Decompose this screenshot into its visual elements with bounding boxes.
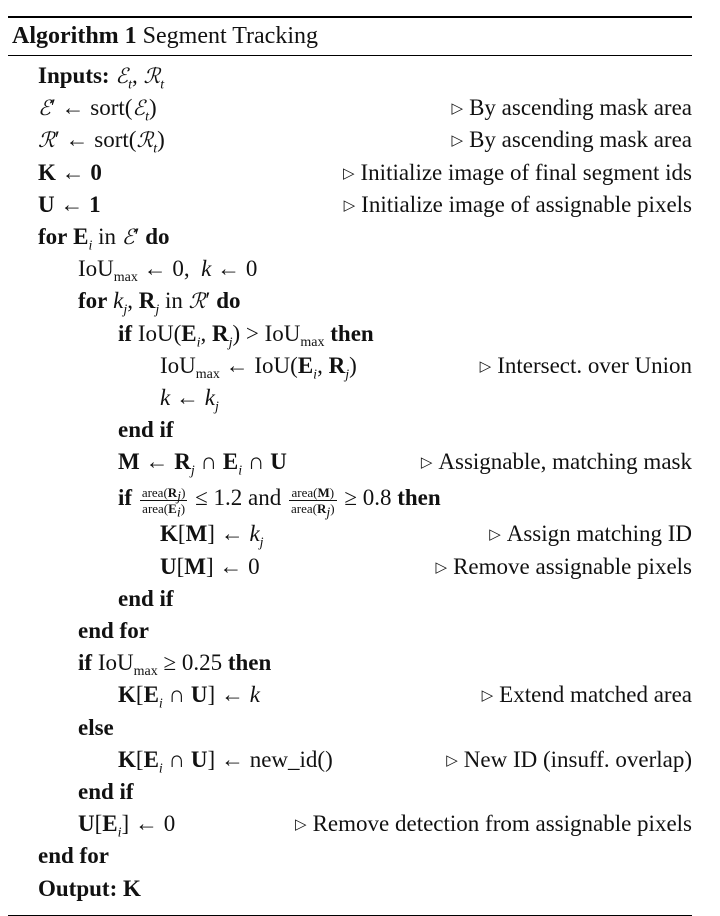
line-mask: M ← $R_j$ ∩ $E_i$ ∩ U ▷ Assignable, matching mask: [8, 446, 692, 478]
output-keyword: Output:: [38, 875, 118, 901]
output-value: K: [123, 875, 141, 901]
comment-triangle-icon: ▷: [435, 559, 448, 576]
line-new-id: $K[E_i$ ∩ U] ← new_id() ▷ New ID (insuff. overlap): [8, 744, 692, 776]
line-end-for-inner: end for: [78, 618, 149, 643]
line-if-threshold: if IoU$_{max}$ ≥ 0.25 then: [78, 650, 272, 680]
comment: ▷ Intersect. over Union: [480, 350, 692, 383]
area-fraction: $\frac{area(R_j)}{area(E_i)}$: [141, 484, 186, 521]
comment: ▷ Remove assignable pixels: [436, 551, 692, 584]
line-remove-detection: $U[E_i]$ ← 0 ▷ Remove detection from assignable pixels: [8, 808, 692, 840]
line-end-if-2: end if: [118, 585, 174, 611]
comment: ▷ By ascending mask area: [452, 124, 692, 157]
line-assign-k: K[M] ← $k_j$ ▷ Assign matching ID: [8, 518, 692, 550]
line-init-u: U ← 1 ▷ Initialize image of assignable pixels: [8, 189, 692, 221]
line-init-k: K ← 0 ▷ Initialize image of final segment ids: [8, 157, 692, 189]
line-end-if-3: end if: [78, 778, 134, 804]
line-init-iou: IoU$_{max}$ ← 0, k ← 0: [78, 256, 258, 286]
line-outer-for: for $E_i$ in ℰ′ do: [38, 223, 170, 254]
comment-triangle-icon: ▷: [295, 817, 307, 834]
comment: ▷ Assign matching ID: [489, 518, 692, 551]
comment-triangle-icon: ▷: [446, 752, 458, 769]
line-extend: $K[E_i$ ∩ U] ← k ▷ Extend matched area: [8, 679, 692, 711]
comment: ▷ Initialize image of final segment ids: [343, 157, 692, 190]
comment-triangle-icon: ▷: [451, 133, 464, 150]
comment-triangle-icon: ▷: [451, 101, 464, 118]
comment-triangle-icon: ▷: [481, 688, 494, 705]
comment: ▷ New ID (insuff. overlap): [446, 744, 692, 777]
line-sort-e: ℰ′ ← sort(ℰ$_t$) ▷ By ascending mask area: [8, 92, 692, 124]
line-if-iou: if $IoU(E_i$, $R_j) > IoU_{max}$ then: [118, 320, 374, 351]
comment: ▷ Assignable, matching mask: [421, 446, 692, 479]
line-output: [8, 873, 692, 905]
inputs-keyword: Inputs:: [38, 63, 110, 88]
line-inner-for: for $k_j$, $R_j$ in ℛ′ do: [78, 288, 241, 318]
algorithm-title: [8, 18, 692, 51]
line-end-if: end if: [118, 417, 174, 443]
comment-triangle-icon: ▷: [342, 165, 355, 182]
comment-triangle-icon: ▷: [489, 527, 501, 544]
line-sort-r: ℛ′ ← sort(ℛ$_t$) ▷ By ascending mask area: [8, 124, 692, 156]
line-if-area: if $\frac{area(R_j)}{area(E_i)}$ ≤ 1.2 and $\frac{\text{area(M)}}{area(R_j)}$ ≥ 0.8 then: [118, 484, 441, 521]
line-else: else: [78, 714, 114, 740]
comment-triangle-icon: ▷: [343, 197, 356, 214]
comment: ▷ By ascending mask area: [452, 92, 692, 125]
algorithm-block: [8, 16, 692, 916]
comment: ▷ Extend matched area: [482, 679, 692, 712]
line-end-for-outer: end for: [38, 843, 109, 869]
algorithm-body: [8, 56, 692, 905]
comment-triangle-icon: ▷: [420, 455, 433, 472]
comment: ▷ Remove detection from assignable pixels: [295, 808, 692, 841]
line-set-iou: IoU$_{max}$ ← $IoU(E_i$, $R_j$) ▷ Intersect. over Union: [8, 350, 692, 382]
algorithm-label: Algorithm 1: [12, 23, 137, 49]
comment: ▷ Initialize image of assignable pixels: [344, 189, 692, 222]
line-set-k: k ← $k_j$: [160, 384, 219, 415]
comment-triangle-icon: ▷: [479, 358, 492, 375]
line-clear-u: U[M] ← 0 ▷ Remove assignable pixels: [8, 551, 692, 583]
area-fraction: $\frac{\text{area(M)}}{area(R_j)}$: [291, 484, 335, 521]
line-inputs: Inputs: ℰ$_t$, ℛ$_t$: [38, 63, 165, 93]
algorithm-name: Segment Tracking: [142, 23, 318, 49]
